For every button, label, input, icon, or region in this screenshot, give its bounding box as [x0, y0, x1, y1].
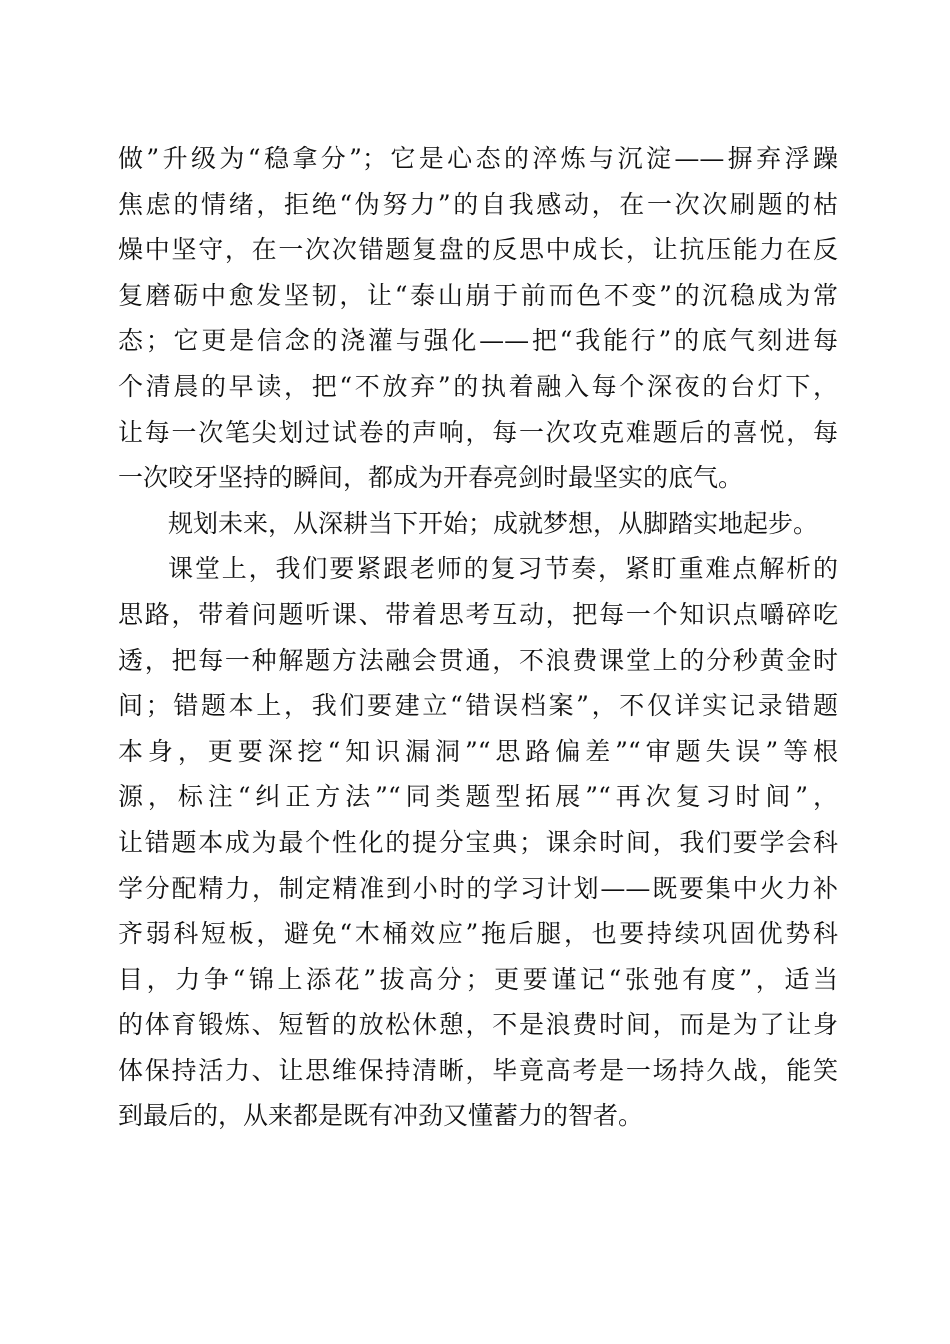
- text-line: 复磨砺中愈发坚韧，让“泰山崩于前而色不变”的沉稳成为常: [118, 280, 838, 310]
- paragraph-study-methods: [118, 546, 838, 1139]
- text-line: 燥中坚守，在一次次错题复盘的反思中成长，让抗压能力在反: [118, 235, 838, 265]
- text-line: 焦虑的情绪，拒绝“伪努力”的自我感动，在一次次刷题的枯: [118, 189, 838, 219]
- text-line: 课堂上，我们要紧跟老师的复习节奏，紧盯重难点解析的: [168, 554, 838, 584]
- paragraph-planning: [118, 501, 838, 547]
- text-line: 让错题本成为最个性化的提分宝典；课余时间，我们要学会科: [118, 827, 838, 857]
- text-line: 让每一次笔尖划过试卷的声响，每一次攻克难题后的喜悦，每: [118, 417, 838, 447]
- text-line: 本身，更要深挖“知识漏洞”“思路偏差”“审题失误”等根: [118, 736, 838, 766]
- text-line: 思路，带着问题听课、带着思考互动，把每一个知识点嚼碎吃: [118, 599, 838, 629]
- text-line: 到最后的，从来都是既有冲劲又懂蓄力的智者。: [118, 1101, 644, 1131]
- text-line: 个清晨的早读，把“不放弃”的执着融入每个深夜的台灯下，: [118, 371, 838, 401]
- text-line: 目，力争“锦上添花”拔高分；更要谨记“张弛有度”，适当: [118, 964, 838, 994]
- text-line: 源，标注“纠正方法”“同类题型拓展”“再次复习时间”，: [118, 782, 838, 812]
- text-line: 间；错题本上，我们要建立“错误档案”，不仅详实记录错题: [118, 691, 838, 721]
- text-line: 的体育锻炼、短暂的放松休憩，不是浪费时间，而是为了让身: [118, 1010, 838, 1040]
- text-line: 齐弱科短板，避免“木桶效应”拖后腿，也要持续巩固优势科: [118, 919, 838, 949]
- text-line: 学分配精力，制定精准到小时的学习计划——既要集中火力补: [118, 873, 838, 903]
- text-line: 做”升级为“稳拿分”；它是心态的淬炼与沉淀——摒弃浮躁: [118, 144, 838, 173]
- text-line: 体保持活力、让思维保持清晰，毕竟高考是一场持久战，能笑: [118, 1055, 838, 1085]
- paragraph-mindset: [118, 136, 838, 501]
- text-line: 透，把每一种解题方法融会贯通，不浪费课堂上的分秒黄金时: [118, 645, 838, 675]
- document-body: [118, 136, 838, 1139]
- text-line: 规划未来，从深耕当下开始；成就梦想，从脚踏实地起步。: [168, 508, 819, 538]
- text-line: 一次咬牙坚持的瞬间，都成为开春亮剑时最坚实的底气。: [118, 463, 744, 493]
- text-line: 态；它更是信念的浇灌与强化——把“我能行”的底气刻进每: [118, 326, 838, 356]
